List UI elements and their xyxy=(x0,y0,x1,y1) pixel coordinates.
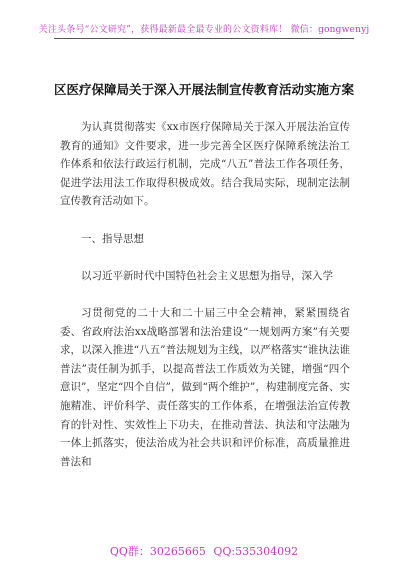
body-paragraph: 习贯彻党的二十大和二十届三中全会精神，紧紧围绕省委、省政府法治xx战略部署和法治建设“一规划两方案”有关要求，以深入推进“八五”普法规划为主线，以严格落实“谁执法谁普法”责任制为抓手，以提高普法工作质效为关键，增强“四个意识”，坚定“四个自信”，做到“两个维护”，构建制度完备、实施精准、评价科学、责任落实的工作体系，在增强法治宣传教育的针对性、实效性上下功夫，在推动普法、执法和守法融为一体上抓落实，使法治成为社会共识和评价标准，高质量推进普法和 xyxy=(60,306,350,468)
document-title: 区医疗保障局关于深入开展法制宣传教育活动实施方案 xyxy=(53,82,354,97)
footer-contact: QQ群：30265665 QQ:535304092 xyxy=(109,545,299,558)
document-body xyxy=(60,118,350,471)
header-banner: 关注头条号“公文研究”，获得最新最全最专业的公文资料库！ 微信：gongwenyj xyxy=(38,25,370,35)
section-heading: 一、指导思想 xyxy=(81,232,144,245)
header-divider xyxy=(54,38,354,39)
body-paragraph: 以习近平新时代中国特色社会主义思想为指导，深入学 xyxy=(81,269,333,282)
intro-paragraph: 为认真贯彻落实《xx市医疗保障局关于深入开展法治宣传教育的通知》文件要求，进一步完善全区医疗保障系统法治工作体系和依法行政运行机制，完成“八五”普法工作各项任务，促进学法用法工作取得积极成效。结合我局实际，现制定法制宣传教育活动如下。 xyxy=(60,121,350,208)
